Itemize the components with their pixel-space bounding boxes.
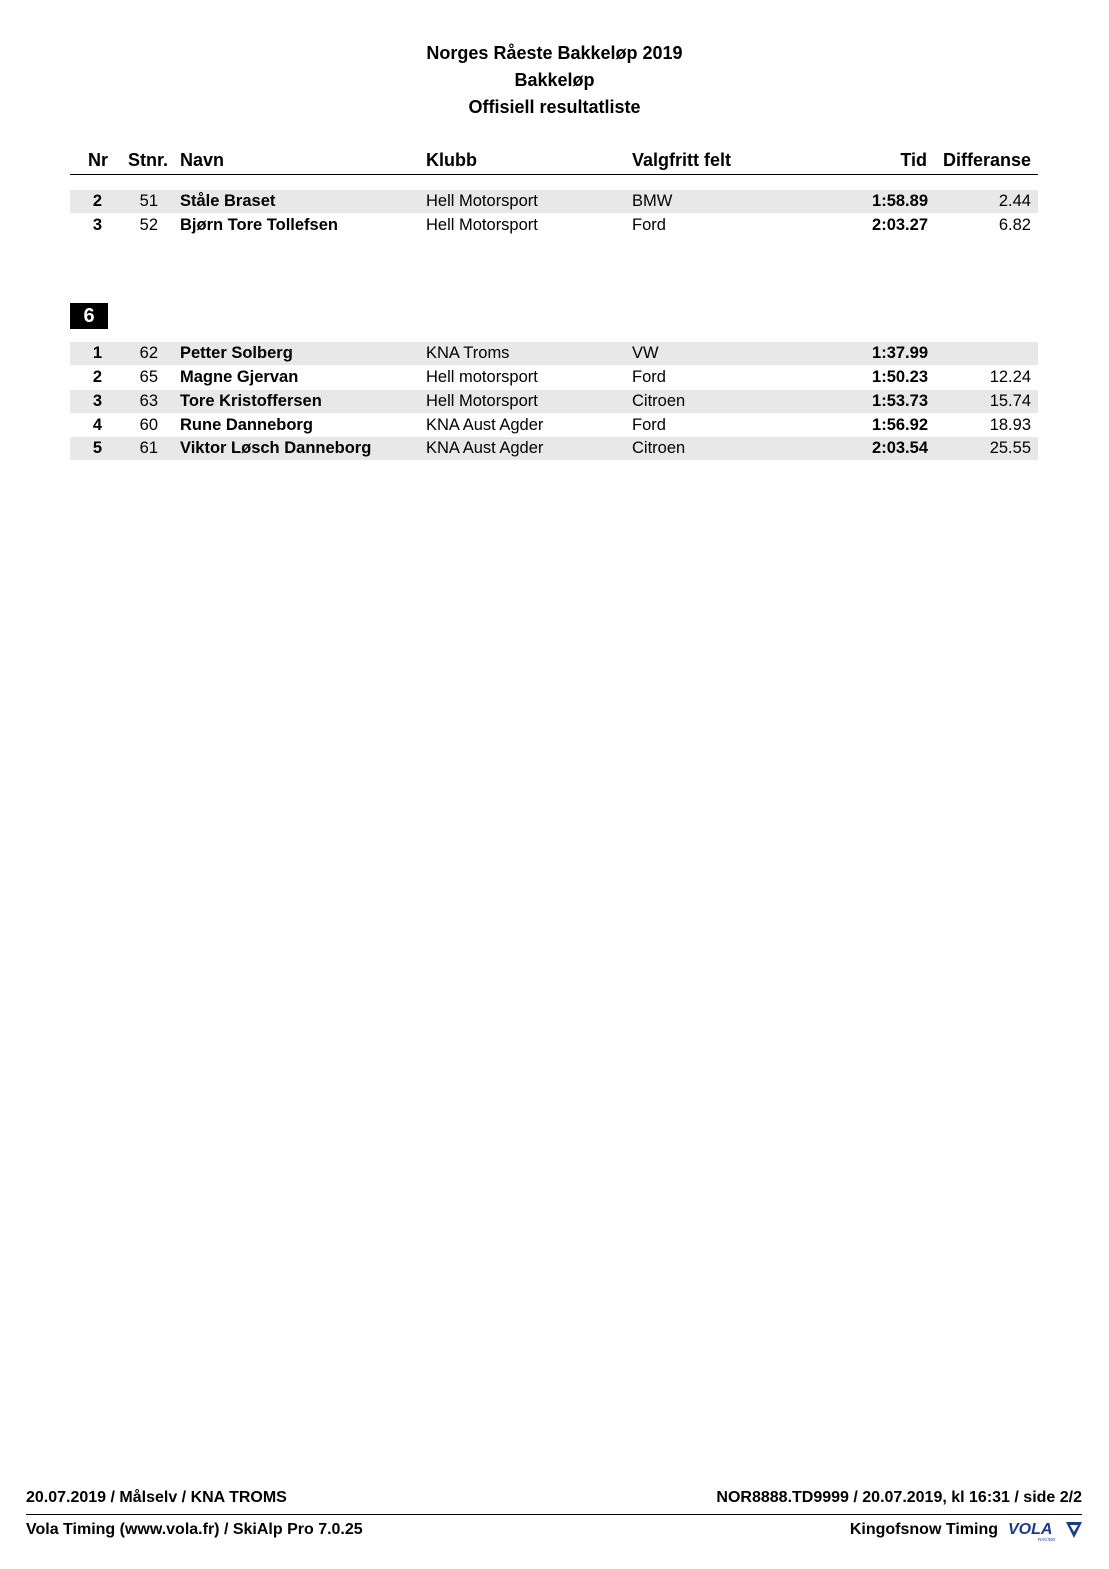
cell-felt: VW bbox=[632, 344, 659, 362]
cell-tid: 1:37.99 bbox=[872, 344, 928, 362]
vola-logo-text: VOLA bbox=[1008, 1521, 1053, 1538]
cell-nr: 2 bbox=[92, 368, 102, 386]
cell-felt: Citroen bbox=[632, 392, 686, 410]
cell-klubb: Hell Motorsport bbox=[426, 192, 538, 210]
footer-software-info: Vola Timing (www.vola.fr) / SkiAlp Pro 7.0.25 bbox=[26, 1521, 363, 1538]
cell-klubb: KNA Aust Agder bbox=[426, 416, 544, 434]
cell-stnr: 65 bbox=[139, 368, 158, 386]
cell-felt: Ford bbox=[632, 216, 666, 234]
cell-klubb: Hell Motorsport bbox=[426, 392, 538, 410]
cell-navn: Rune Danneborg bbox=[180, 416, 313, 434]
cell-diff: 2.44 bbox=[998, 192, 1031, 210]
table-row bbox=[70, 414, 1038, 437]
cell-tid: 1:53.73 bbox=[872, 392, 928, 410]
cell-navn: Petter Solberg bbox=[180, 344, 293, 362]
cell-felt: Citroen bbox=[632, 439, 686, 457]
cell-nr: 2 bbox=[92, 192, 102, 210]
cell-stnr: 62 bbox=[139, 344, 158, 362]
document-type: Offisiell resultatliste bbox=[468, 97, 641, 117]
table-row bbox=[70, 342, 1038, 365]
table-row bbox=[70, 437, 1038, 460]
footer-page-info: NOR8888.TD9999 / 20.07.2019, kl 16:31 / side 2/2 bbox=[716, 1489, 1082, 1506]
document-title-block bbox=[0, 40, 1109, 121]
cell-tid: 1:50.23 bbox=[872, 368, 928, 386]
cell-navn: Magne Gjervan bbox=[180, 368, 299, 386]
table-row bbox=[70, 390, 1038, 413]
class-badge: 6 bbox=[70, 303, 108, 329]
cell-klubb: KNA Troms bbox=[426, 344, 510, 362]
header-valgfritt-felt: Valgfritt felt bbox=[632, 150, 732, 170]
cell-nr: 1 bbox=[92, 344, 102, 362]
cell-diff: 25.55 bbox=[989, 439, 1031, 457]
table-row bbox=[70, 214, 1038, 237]
header-klubb: Klubb bbox=[426, 150, 477, 170]
cell-klubb: Hell motorsport bbox=[426, 368, 538, 386]
cell-diff: 18.93 bbox=[989, 416, 1031, 434]
cell-tid: 1:56.92 bbox=[872, 416, 928, 434]
table-row bbox=[70, 190, 1038, 213]
cell-nr: 4 bbox=[92, 416, 102, 434]
cell-nr: 3 bbox=[92, 392, 102, 410]
cell-navn: Tore Kristoffersen bbox=[180, 392, 322, 410]
cell-felt: Ford bbox=[632, 368, 666, 386]
cell-navn: Viktor Løsch Danneborg bbox=[180, 439, 372, 457]
event-title: Norges Råeste Bakkeløp 2019 bbox=[426, 43, 683, 63]
cell-diff: 15.74 bbox=[989, 392, 1031, 410]
header-tid: Tid bbox=[900, 150, 927, 170]
cell-stnr: 60 bbox=[139, 416, 158, 434]
cell-tid: 2:03.27 bbox=[872, 216, 928, 234]
cell-klubb: Hell Motorsport bbox=[426, 216, 538, 234]
cell-nr: 5 bbox=[92, 439, 102, 457]
cell-tid: 2:03.54 bbox=[872, 439, 928, 457]
results-table-header bbox=[70, 148, 1038, 175]
cell-stnr: 61 bbox=[139, 439, 158, 457]
cell-felt: Ford bbox=[632, 416, 666, 434]
cell-diff: 6.82 bbox=[998, 216, 1031, 234]
footer-timing-company: Kingofsnow Timing bbox=[849, 1521, 998, 1538]
cell-stnr: 63 bbox=[139, 392, 158, 410]
cell-diff: 12.24 bbox=[989, 368, 1031, 386]
cell-stnr: 52 bbox=[139, 216, 158, 234]
header-nr: Nr bbox=[87, 150, 108, 170]
footer-divider bbox=[26, 1514, 1082, 1515]
header-navn: Navn bbox=[180, 150, 225, 170]
vola-logo-subtext: RACING bbox=[1038, 1537, 1056, 1542]
cell-felt: BMW bbox=[632, 192, 673, 210]
header-differanse: Differanse bbox=[942, 150, 1031, 170]
cell-klubb: KNA Aust Agder bbox=[426, 439, 544, 457]
cell-navn: Bjørn Tore Tollefsen bbox=[180, 216, 338, 234]
event-subtitle: Bakkeløp bbox=[514, 70, 595, 90]
cell-stnr: 51 bbox=[139, 192, 158, 210]
cell-navn: Ståle Braset bbox=[180, 192, 276, 210]
vola-logo-icon bbox=[1008, 1519, 1082, 1543]
cell-tid: 1:58.89 bbox=[872, 192, 928, 210]
table-row bbox=[70, 366, 1038, 389]
cell-nr: 3 bbox=[92, 216, 102, 234]
header-stnr: Stnr. bbox=[127, 150, 168, 170]
footer-event-info: 20.07.2019 / Målselv / KNA TROMS bbox=[26, 1489, 287, 1506]
